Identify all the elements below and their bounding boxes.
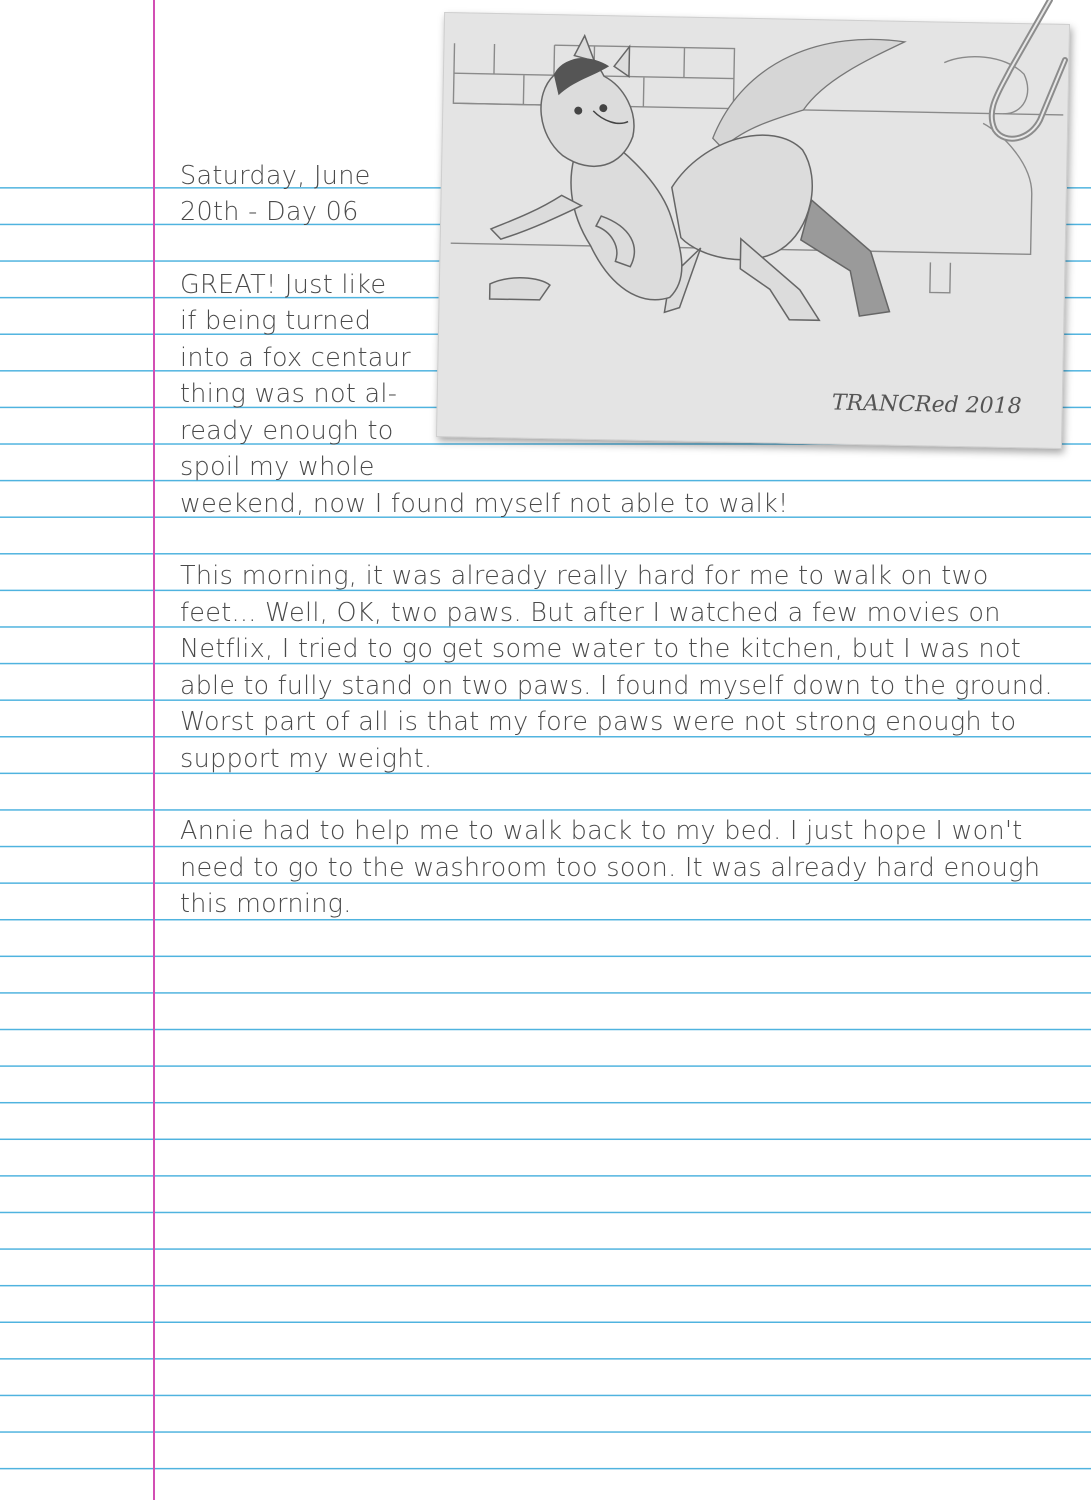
para1-line-3: into a fox centaur	[180, 343, 411, 373]
para1-line-7: weekend, now I found myself not able to walk!	[180, 489, 789, 519]
para2-line-4: able to fully stand on two paws. I found myself down to the ground.	[180, 671, 1053, 701]
entry-date-line-2: 20th - Day 06	[180, 197, 359, 227]
para2-line-3: Netflix, I tried to go get some water to the kitchen, but I was not	[180, 634, 1021, 664]
para1-line-5: ready enough to	[180, 416, 394, 446]
para3-line-1: Annie had to help me to walk back to my bed. I just hope I won't	[180, 816, 1023, 846]
para3-line-3: this morning.	[180, 889, 352, 919]
para3-line-2: need to go to the washroom too soon. It was already hard enough	[180, 853, 1041, 883]
para2-line-6: support my weight.	[180, 744, 433, 774]
para1-line-1: GREAT! Just like	[180, 270, 387, 300]
para2-line-2: feet... Well, OK, two paws. But after I watched a few movies on	[180, 598, 1001, 628]
paperclip-icon	[970, 0, 1070, 145]
entry-date-line-1: Saturday, June	[180, 161, 371, 191]
para1-line-4: thing was not al-	[180, 379, 398, 409]
para1-line-6: spoil my whole	[180, 452, 375, 482]
para2-line-5: Worst part of all is that my fore paws were not strong enough to	[180, 707, 1017, 737]
margin-line	[153, 0, 155, 1500]
para2-line-1: This morning, it was already really hard for me to walk on two	[180, 561, 989, 591]
para1-line-2: if being turned	[180, 306, 372, 336]
artist-signature: TRANCRed 2018	[831, 390, 1022, 420]
